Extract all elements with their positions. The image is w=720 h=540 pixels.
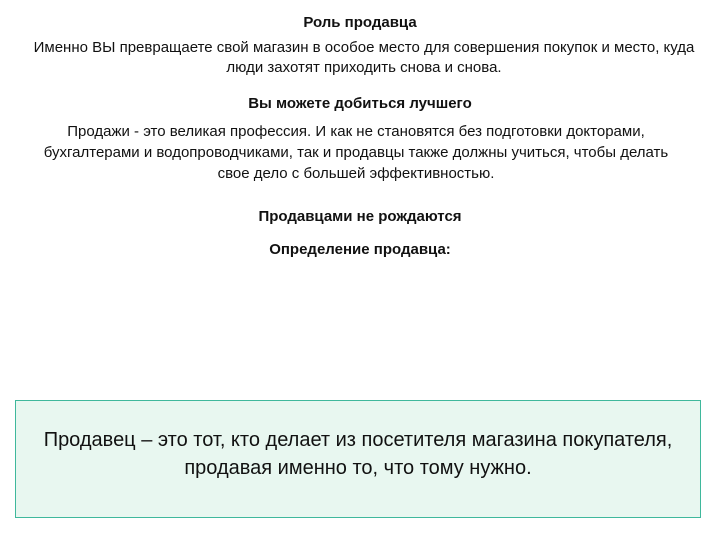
profession-paragraph: Продажи - это великая профессия. И как не становятся без подготовки докторами, бухгалтерами и водопроводчиками, так и продавцы также должны учиться, чтобы делать свое дело с большей эффективностью. — [43, 123, 669, 182]
definition-box — [15, 400, 701, 518]
subheading-not-born: Продавцами не рождаются — [258, 208, 462, 225]
definition-text: Продавец – это тот, кто делает из посетителя магазина покупателя, продавая именно то, что тому нужно. — [43, 429, 673, 479]
subheading-best: Вы можете добиться лучшего — [248, 95, 472, 112]
slide-title: Роль продавца — [303, 14, 417, 31]
intro-text: Именно ВЫ превращаете свой магазин в особое место для совершения покупок и место, куда люди захотят приходить снова и снова. — [33, 39, 695, 76]
subheading-definition: Определение продавца: — [269, 241, 451, 258]
